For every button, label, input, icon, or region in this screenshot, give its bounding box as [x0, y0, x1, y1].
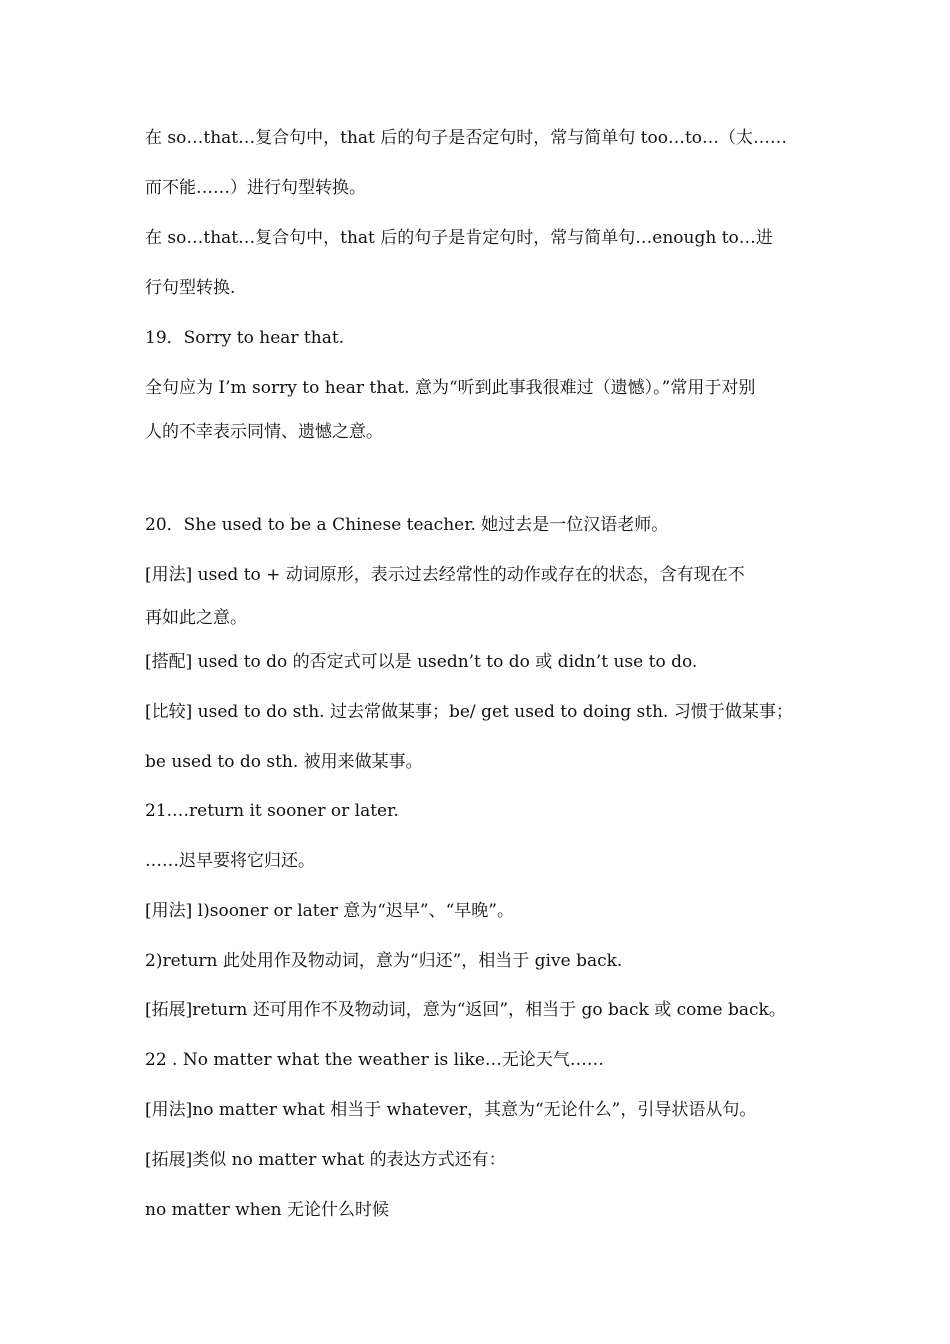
text-line: 而不能……）进行句型转换。: [145, 178, 366, 198]
text-line: 在 so…that…复合句中，that 后的句子是否定句时，常与简单句 too…to…（太……: [145, 128, 788, 148]
section-heading-19: 19．Sorry to hear that.: [145, 328, 345, 348]
text-line: be used to do sth. 被用来做某事。: [145, 752, 423, 772]
text-line: [拓展]return 还可用作不及物动词，意为“返回”，相当于 go back 或 come back。: [145, 1000, 786, 1020]
text-line: [用法]no matter what 相当于 whatever，其意为“无论什么”，引导状语从句。: [145, 1100, 757, 1120]
text-line: 行句型转换.: [145, 278, 236, 298]
text-line: 2)return 此处用作及物动词，意为“归还”，相当于 give back.: [145, 951, 623, 971]
text-line: [拓展]类似 no matter what 的表达方式还有：: [145, 1150, 506, 1170]
text-line: [用法] used to + 动词原形，表示过去经常性的动作或存在的状态，含有现在不: [145, 565, 745, 585]
section-heading-22: 22 . No matter what the weather is like…无论天气……: [145, 1050, 604, 1070]
text-line: 再如此之意。: [145, 608, 247, 628]
text-line: ……迟早要将它归还。: [145, 851, 315, 871]
text-line: 人的不幸表示同情、遗憾之意。: [145, 422, 383, 442]
text-line: 在 so…that…复合句中，that 后的句子是肯定句时，常与简单句…enough to…进: [145, 228, 773, 248]
text-line: 全句应为 I’m sorry to hear that. 意为“听到此事我很难过（遗憾）。”常用于对别: [145, 378, 756, 398]
text-line: [搭配] used to do 的否定式可以是 usedn’t to do 或 didn’t use to do.: [145, 652, 698, 672]
text-line: no matter when 无论什么时候: [145, 1200, 390, 1220]
section-heading-21: 21.…return it sooner or later.: [145, 801, 399, 821]
text-line: [用法] l)sooner or later 意为“迟早”、“早晚”。: [145, 901, 514, 921]
section-heading-20: 20．She used to be a Chinese teacher. 她过去是一位汉语老师。: [145, 515, 669, 535]
text-line: [比较] used to do sth. 过去常做某事；be/ get used to doing sth. 习惯于做某事；: [145, 702, 793, 722]
